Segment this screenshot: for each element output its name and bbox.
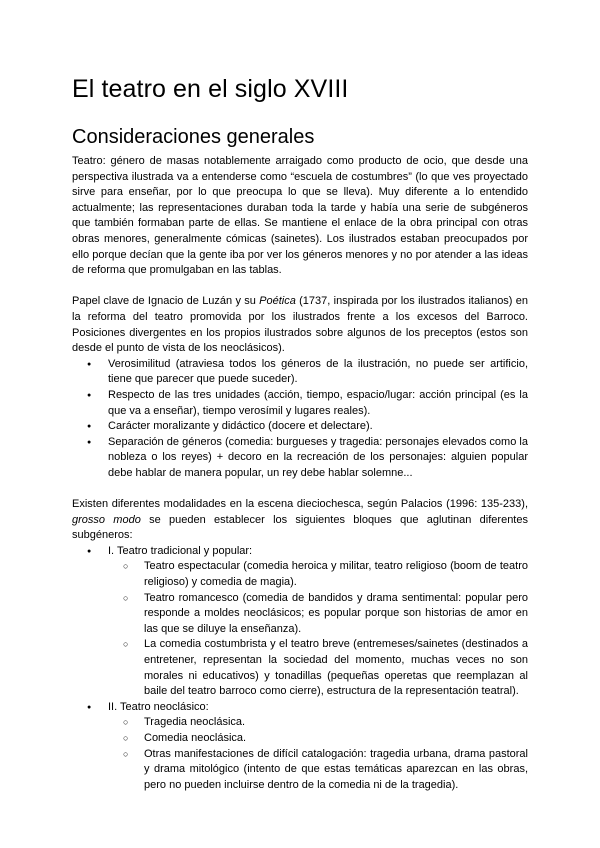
document-page bbox=[72, 74, 528, 793]
neoclassical-subgenres bbox=[108, 715, 528, 793]
modalities-text-after: se pueden establecer los siguientes bloques que aglutinan diferentes subgéneros: bbox=[72, 513, 528, 542]
page-title: El teatro en el siglo XVIII bbox=[72, 75, 349, 103]
list-item: ○ Comedia neoclásica. bbox=[108, 731, 528, 747]
precepts-list bbox=[72, 357, 528, 482]
block-label: ● I. Teatro tradicional y popular: bbox=[108, 544, 253, 557]
luzan-text-after: (1737, inspirada por los ilustrados italianos) en la reforma del teatro promovida por los ilustrados frente a los excesos del Barroco. Posiciones divergentes en los propios ilustrados sobre algunos de los preceptos (estos son desde el punto de vista de los neoclásicos). bbox=[72, 295, 528, 355]
list-item: ○ Tragedia neoclásica. bbox=[108, 715, 528, 731]
section-heading: Consideraciones generales bbox=[72, 126, 315, 148]
poetica-title: Poética bbox=[259, 295, 296, 308]
block-item-neoclassical bbox=[72, 700, 528, 794]
list-item: ● Verosimilitud (atraviesa todos los géneros de la ilustración, no puede ser artificio, tiene que parecer que puede suceder). bbox=[72, 357, 528, 388]
luzan-paragraph bbox=[72, 294, 528, 356]
list-item: ○ La comedia costumbrista y el teatro breve (entremeses/sainetes (destinados a entretener, representan la sociedad del momento, muchas veces no son morales ni educativos) y tonadillas (pequeñas operetas que reemplazan al baile del teatro barroco como cierre), estructura de la representación teatral). bbox=[108, 637, 528, 699]
grosso-modo: grosso modo bbox=[72, 513, 141, 526]
traditional-subgenres bbox=[108, 559, 528, 699]
block-label: ● II. Teatro neoclásico: bbox=[108, 700, 209, 713]
intro-paragraph: Teatro: género de masas notablemente arraigado como producto de ocio, que desde una perspectiva ilustrada va a entenderse como “escuela de costumbres” (lo que ves proyectado sirve para enseñar, por lo que preocupa lo que se lleva). Muy diferente a lo entendido actualmente; las representaciones duraban toda la tarde y había una serie de subgéneros que también formaban parte de ellas. Se mantiene el enlace de la obra principal con otras obras menores, generalmente cómicas (sainetes). Los ilustrados estaban preocupados por ello porque decían que la gente iba por ver los géneros menores y no por atender a las ideas de reforma que promulgaban en las tablas. bbox=[72, 155, 528, 277]
block-item-traditional bbox=[72, 544, 528, 700]
list-item: ● Respecto de las tres unidades (acción, tiempo, espacio/lugar: acción principal (es la que va a enseñar), tiempo verosímil y lugares reales). bbox=[72, 388, 528, 419]
list-item: ● Carácter moralizante y didáctico (docere et delectare). bbox=[72, 419, 528, 435]
list-item: ● Separación de géneros (comedia: burgueses y tragedia: personajes elevados como la nobleza o los reyes) + decoro en la recreación de los personajes: alguien popular debe hablar de manera popular, un rey debe hablar solemne... bbox=[72, 435, 528, 482]
luzan-text-before: Papel clave de Ignacio de Luzán y su bbox=[72, 295, 260, 308]
modalities-paragraph bbox=[72, 497, 528, 544]
list-item: ○ Teatro romancesco (comedia de bandidos y drama sentimental: popular pero responde a moldes neoclásicos; es popular porque son historias de amor en las que se diluye la enseñanza). bbox=[108, 591, 528, 638]
modalities-text-before: Existen diferentes modalidades en la escena dieciochesca, según Palacios (1996: 135-233), bbox=[72, 498, 528, 511]
list-item: ○ Teatro espectacular (comedia heroica y militar, teatro religioso (boom de teatro religioso) y comedia de magia). bbox=[108, 559, 528, 590]
list-item: ○ Otras manifestaciones de difícil catalogación: tragedia urbana, drama pastoral y drama mitológico (intento de que estas temáticas aparezcan en las obras, pero no pueden incluirse dentro de la comedia ni de la tragedia). bbox=[108, 747, 528, 794]
blocks-list bbox=[72, 544, 528, 794]
